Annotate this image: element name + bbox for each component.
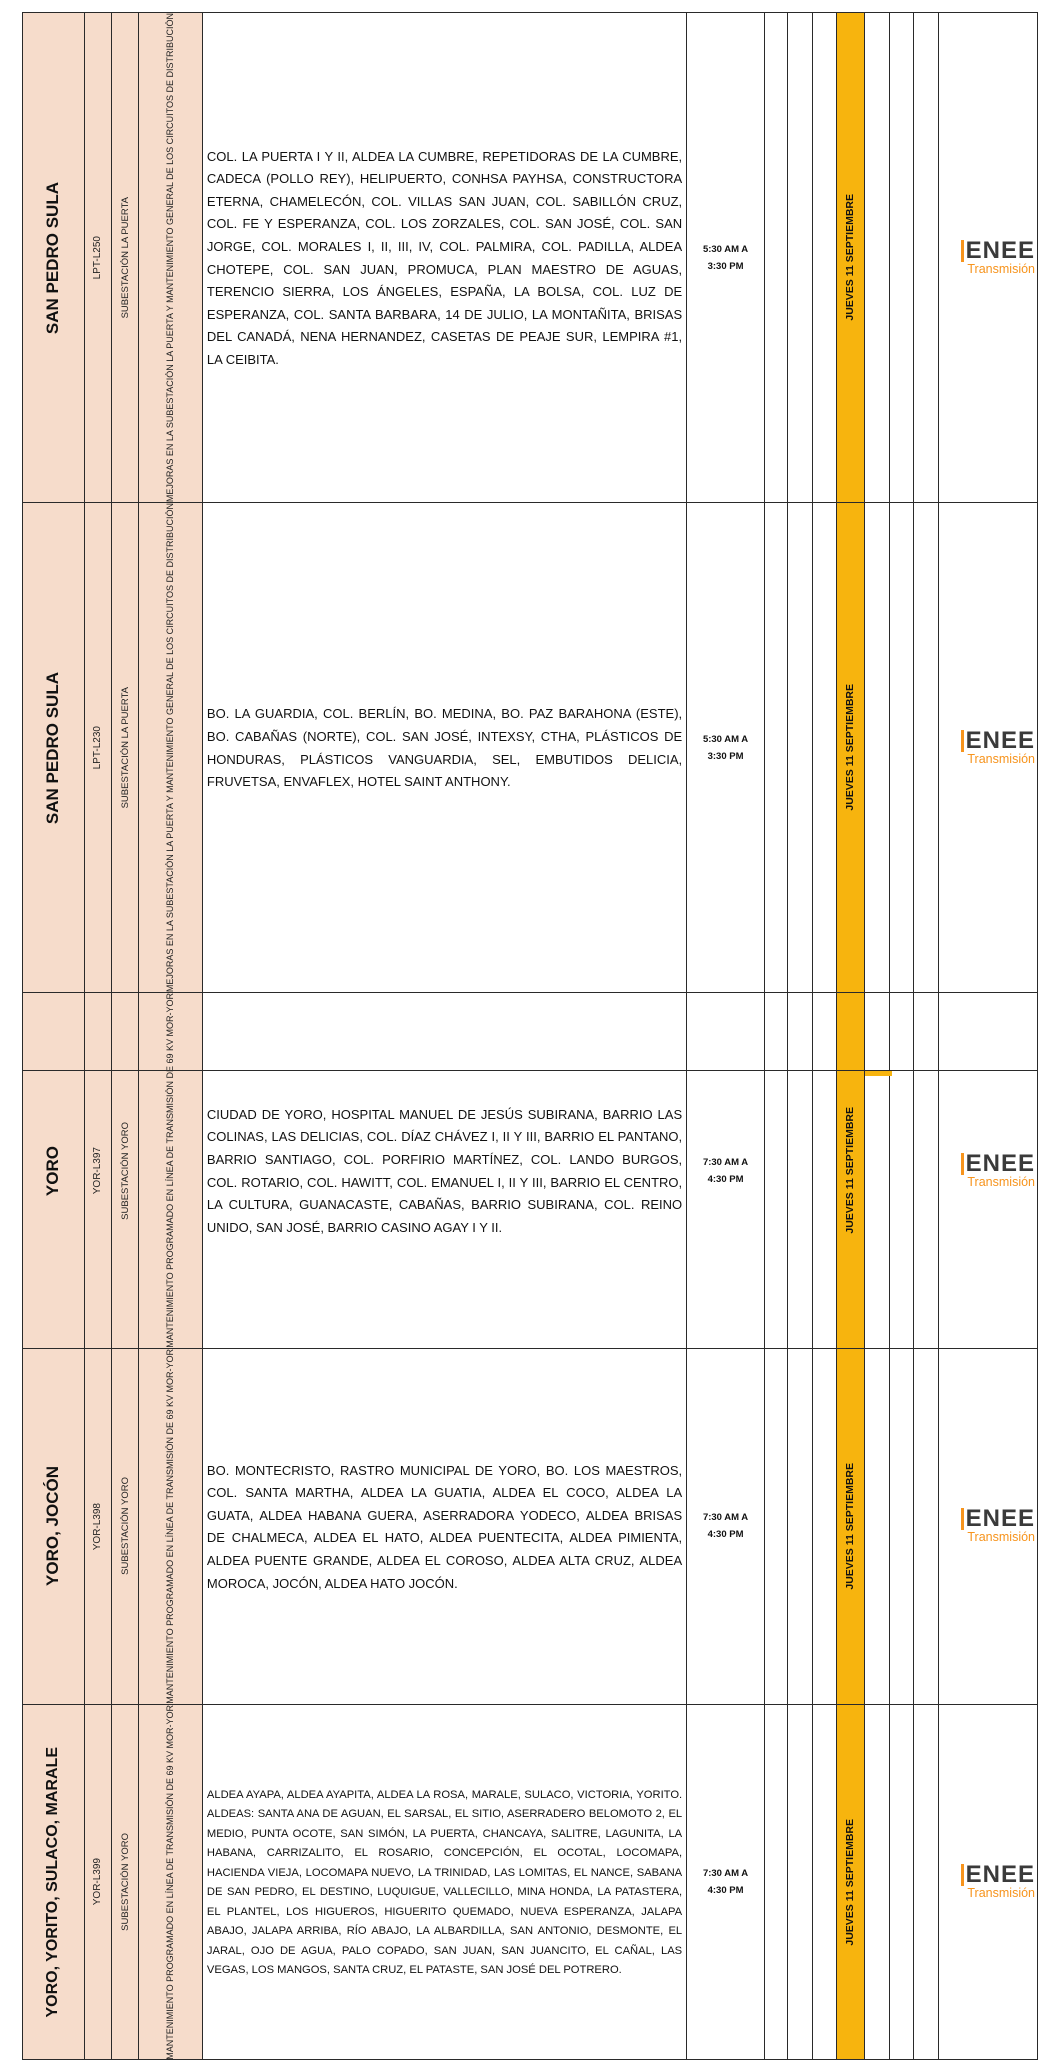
date-cell bbox=[836, 503, 864, 993]
outage-date: JUEVES 11 SEPTIEMBRE bbox=[844, 1107, 857, 1234]
circuit-code: LPT-L230 bbox=[92, 725, 104, 770]
region-label: YORO, JOCÓN bbox=[43, 1466, 63, 1587]
substation-cell bbox=[111, 1348, 138, 1704]
logo-cell bbox=[938, 13, 1037, 503]
empty-cell bbox=[813, 1704, 836, 2060]
logo-accent-bar bbox=[961, 1153, 964, 1175]
region-cell bbox=[23, 993, 85, 1349]
empty-cell bbox=[913, 1704, 938, 2060]
affected-areas-cell bbox=[202, 503, 686, 993]
time-start: 7:30 AM A bbox=[702, 1156, 749, 1168]
substation-cell bbox=[111, 503, 138, 993]
region-label: YORO bbox=[43, 1145, 63, 1196]
logo-accent-bar bbox=[961, 1864, 964, 1886]
work-description-cell bbox=[139, 13, 203, 503]
logo-main-text: ENEE bbox=[965, 1149, 1035, 1177]
empty-cell bbox=[890, 1348, 913, 1704]
empty-cell bbox=[913, 993, 938, 1349]
work-description-cell bbox=[139, 993, 203, 1349]
empty-cell bbox=[813, 503, 836, 993]
work-description: MEJORAS EN LA SUBESTACIÓN LA PUERTA Y MANTENIMIENTO GENERAL DE LOS CIRCUITOS DE DISTRIBUCIÓN bbox=[165, 13, 176, 503]
empty-cell bbox=[890, 1704, 913, 2060]
enee-logo bbox=[939, 1861, 1037, 1901]
affected-areas: ALDEA AYAPA, ALDEA AYAPITA, ALDEA LA ROSA, MARALE, SULACO, VICTORIA, YORITO. ALDEAS: SANTA ANA DE AGUAN, EL SARSAL, EL SITIO, ASERRADERO BELOMOTO 2, EL MEDIO, PUNTA OCOTE, SAN SIMÓN, LA PUERTA, CHANCAYA, SALITRE, LAGUNITA, LA HABANA, CARRIZALITO, EL ROSARIO, CONCEPCIÓN, EL OCOTAL, LOCOMAPA, HACIENDA VIEJA, LOCOMAPA NUEVO, LA TRINIDAD, LAS LOMITAS, EL NANCE, SABANA DE SAN PEDRO, EL DESTINO, LUQUIGUE, VALLECILLO, MINA HONDA, LA PATASTERA, EL PLANTEL, LOS HIGUEROS, HIGUERITO QUEMADO, NUEVA ESPERANZA, JALAPA ABAJO, JALAPA ARRIBA, RÍO ABAJO, LA ALBARDILLA, SAN ANTONIO, DESMONTE, EL JARAL, OJO DE AGUA, PALO COPADO, SAN JUAN, SAN JUANCITO, EL CAÑAL, LAS VEGAS, LOS MANGOS, SANTA CRUZ, EL PATASTE, SAN JOSÉ DEL POTRERO. bbox=[206, 1788, 683, 1977]
outage-date: JUEVES 11 SEPTIEMBRE bbox=[844, 1463, 857, 1590]
time-end: 3:30 PM bbox=[707, 750, 744, 762]
schedule-row bbox=[23, 993, 1038, 1349]
work-description: MEJORAS EN LA SUBESTACIÓN LA PUERTA Y MANTENIMIENTO GENERAL DE LOS CIRCUITOS DE DISTRIBUCIÓN bbox=[165, 503, 176, 993]
outage-date: JUEVES 11 SEPTIEMBRE bbox=[844, 684, 857, 811]
empty-cell bbox=[813, 13, 836, 503]
enee-logo bbox=[939, 236, 1037, 276]
empty-cell bbox=[813, 1348, 836, 1704]
empty-cell bbox=[764, 1348, 787, 1704]
time-cell bbox=[687, 503, 765, 993]
logo-sub-text: Transmisión bbox=[967, 751, 1035, 766]
work-description-cell bbox=[139, 503, 203, 993]
logo-accent-bar bbox=[961, 1508, 964, 1530]
region-label: SAN PEDRO SULA bbox=[43, 181, 63, 334]
empty-cell bbox=[788, 1704, 813, 2060]
logo-main-text: ENEE bbox=[965, 1861, 1035, 1889]
substation-name: SUBESTACIÓN YORO bbox=[119, 1121, 131, 1220]
affected-areas: BO. MONTECRISTO, RASTRO MUNICIPAL DE YORO, BO. LOS MAESTROS, COL. SANTA MARTHA, ALDEA LA GUATIA, ALDEA EL COCO, ALDEA LA GUATA, ALDEA HABANA GUERA, ASERRADORA YODECO, ALDEA BRISAS DE CHALMECA, ALDEA EL HATO, ALDEA PUENTECITA, ALDEA PIMIENTA, ALDEA PUENTE GRANDE, ALDEA EL COROSO, ALDEA ALTA CRUZ, ALDEA MOROCA, JOCÓN, ALDEA HATO JOCÓN. bbox=[206, 1462, 683, 1591]
enee-logo bbox=[939, 1505, 1037, 1545]
empty-cell bbox=[865, 13, 890, 503]
date-cell bbox=[836, 1704, 864, 2060]
empty-cell bbox=[913, 1348, 938, 1704]
outage-date: JUEVES 11 SEPTIEMBRE bbox=[844, 194, 857, 321]
schedule-row bbox=[23, 503, 1038, 993]
empty-cell bbox=[890, 993, 913, 1349]
logo-sub-text: Transmisión bbox=[967, 261, 1035, 276]
time-cell bbox=[687, 1704, 765, 2060]
time-start: 5:30 AM A bbox=[702, 243, 749, 255]
logo-sub-text: Transmisión bbox=[967, 1530, 1035, 1545]
empty-cell bbox=[788, 13, 813, 503]
logo-accent-bar bbox=[961, 730, 964, 752]
circuit-code-cell bbox=[84, 1704, 111, 2060]
empty-cell bbox=[764, 1704, 787, 2060]
region-cell bbox=[23, 1348, 85, 1704]
substation-cell bbox=[111, 1704, 138, 2060]
next-row-edge bbox=[22, 1070, 1038, 1076]
empty-cell bbox=[813, 993, 836, 1349]
empty-cell bbox=[890, 503, 913, 993]
schedule-body bbox=[23, 13, 1038, 2060]
time-range bbox=[687, 1509, 764, 1543]
time-end: 4:30 PM bbox=[707, 1173, 744, 1185]
affected-areas-cell bbox=[202, 993, 686, 1349]
outage-schedule-table bbox=[22, 12, 1038, 2060]
date-cell bbox=[836, 1348, 864, 1704]
work-description: MANTENIMIENTO PROGRAMADO EN LÍNEA DE TRANSMISIÓN DE 69 KV MOR-YOR bbox=[165, 1348, 176, 1704]
empty-cell bbox=[865, 1348, 890, 1704]
time-end: 4:30 PM bbox=[707, 1529, 744, 1541]
logo-cell bbox=[938, 1348, 1037, 1704]
enee-logo bbox=[939, 726, 1037, 766]
affected-areas-cell bbox=[202, 1348, 686, 1704]
date-cell bbox=[836, 993, 864, 1349]
affected-areas: CIUDAD DE YORO, HOSPITAL MANUEL DE JESÚS SUBIRANA, BARRIO LAS COLINAS, LAS DELICIAS, COL. DÍAZ CHÁVEZ I, II Y III, BARRIO EL PANTANO, BARRIO SANTIAGO, COL. PORFIRIO MARTÍNEZ, COL. LANDO BURGOS, COL. ROTARIO, COL. HAWITT, COL. EMANUEL I, II Y III, BARRIO EL CENTRO, LA CULTURA, GUANACASTE, CABAÑAS, BARRIO SUBIRANA, COL. REINO UNIDO, SAN JOSÉ, BARRIO CASINO AGAY I Y II. bbox=[206, 1106, 683, 1235]
time-start: 5:30 AM A bbox=[702, 733, 749, 745]
work-description-cell bbox=[139, 1348, 203, 1704]
substation-name: SUBESTACIÓN LA PUERTA bbox=[119, 686, 131, 809]
time-cell bbox=[687, 993, 765, 1349]
schedule-row bbox=[23, 13, 1038, 503]
substation-name: SUBESTACIÓN YORO bbox=[119, 1477, 131, 1576]
circuit-code: YOR-L397 bbox=[92, 1146, 104, 1195]
empty-cell bbox=[865, 1704, 890, 2060]
time-end: 3:30 PM bbox=[707, 260, 744, 272]
empty-cell bbox=[788, 993, 813, 1349]
empty-cell bbox=[788, 1348, 813, 1704]
schedule-row bbox=[23, 1348, 1038, 1704]
substation-cell bbox=[111, 13, 138, 503]
region-cell bbox=[23, 503, 85, 993]
region-label: YORO, YORITO, SULACO, MARALE bbox=[44, 1746, 62, 2018]
circuit-code: YOR-L398 bbox=[92, 1502, 104, 1550]
circuit-code-cell bbox=[84, 503, 111, 993]
date-cell bbox=[836, 13, 864, 503]
circuit-code: YOR-L399 bbox=[92, 1858, 104, 1906]
time-cell bbox=[687, 13, 765, 503]
empty-cell bbox=[865, 993, 890, 1349]
circuit-code-cell bbox=[84, 993, 111, 1349]
substation-name: SUBESTACIÓN LA PUERTA bbox=[119, 196, 131, 319]
circuit-code: LPT-L250 bbox=[92, 235, 104, 280]
logo-accent-bar bbox=[961, 240, 964, 262]
region-cell bbox=[23, 13, 85, 503]
time-range bbox=[687, 1154, 764, 1188]
time-cell bbox=[687, 1348, 765, 1704]
logo-sub-text: Transmisión bbox=[967, 1174, 1035, 1189]
empty-cell bbox=[865, 503, 890, 993]
empty-cell bbox=[913, 503, 938, 993]
logo-main-text: ENEE bbox=[965, 1505, 1035, 1533]
outage-date: JUEVES 11 SEPTIEMBRE bbox=[844, 1818, 857, 1946]
affected-areas: BO. LA GUARDIA, COL. BERLÍN, BO. MEDINA, BO. PAZ BARAHONA (ESTE), BO. CABAÑAS (NORTE), COL. SAN JOSÉ, INTEXSY, CTHA, PLÁSTICOS DE HONDURAS, PLÁSTICOS VANGUARDIA, SEL, EMBUTIDOS DELICIA, FRUVETSA, ENVAFLEX, HOTEL SAINT ANTHONY. bbox=[206, 706, 683, 790]
logo-cell bbox=[938, 503, 1037, 993]
logo-main-text: ENEE bbox=[965, 236, 1035, 264]
circuit-code-cell bbox=[84, 13, 111, 503]
region-cell bbox=[23, 1704, 85, 2060]
time-start: 7:30 AM A bbox=[702, 1512, 749, 1524]
empty-cell bbox=[764, 503, 787, 993]
logo-sub-text: Transmisión bbox=[967, 1886, 1035, 1901]
empty-cell bbox=[764, 993, 787, 1349]
enee-logo bbox=[939, 1149, 1037, 1189]
work-description-cell bbox=[139, 1704, 203, 2060]
time-start: 7:30 AM A bbox=[702, 1868, 749, 1880]
empty-cell bbox=[913, 13, 938, 503]
time-range bbox=[687, 731, 764, 765]
empty-cell bbox=[764, 13, 787, 503]
work-description: MANTENIMIENTO PROGRAMADO EN LÍNEA DE TRANSMISIÓN DE 69 KV MOR-YOR bbox=[165, 1704, 176, 2060]
work-description: MANTENIMIENTO PROGRAMADO EN LÍNEA DE TRANSMISIÓN DE 69 KV MOR-YOR bbox=[165, 993, 176, 1348]
time-end: 4:30 PM bbox=[707, 1885, 744, 1897]
substation-cell bbox=[111, 993, 138, 1349]
substation-name: SUBESTACIÓN YORO bbox=[119, 1833, 131, 1931]
circuit-code-cell bbox=[84, 1348, 111, 1704]
region-label: SAN PEDRO SULA bbox=[43, 671, 63, 824]
time-range bbox=[687, 241, 764, 275]
next-row-date-marker bbox=[865, 1071, 892, 1076]
empty-cell bbox=[890, 13, 913, 503]
logo-cell bbox=[938, 1704, 1037, 2060]
schedule-row bbox=[23, 1704, 1038, 2060]
affected-areas-cell bbox=[202, 1704, 686, 2060]
empty-cell bbox=[788, 503, 813, 993]
logo-cell bbox=[938, 993, 1037, 1349]
affected-areas: COL. LA PUERTA I Y II, ALDEA LA CUMBRE, REPETIDORAS DE LA CUMBRE, CADECA (POLLO REY), HELIPUERTO, CONHSA PAYHSA, CONSTRUCTORA ETERNA, CHAMELECÓN, COL. VILLAS SAN JUAN, COL. SABILLÓN CRUZ, COL. FE Y ESPERANZA, COL. LOS ZORZALES, COL. SAN JOSÉ, COL. SAN JORGE, COL. MORALES I, II, III, IV, COL. PALMIRA, COL. PADILLA, ALDEA CHOTEPE, COL. SAN JUAN, PROMUCA, PLAN MAESTRO DE AGUAS, TERENCIO SIERRA, LOS ÁNGELES, ESPAÑA, LA BOLSA, COL. LUZ DE ESPERANZA, COL. SANTA BARBARA, 14 DE JULIO, LA MONTAÑITA, BRISAS DEL CANADÁ, NENA HERNANDEZ, CASETAS DE PEAJE SUR, LEMPIRA #1, LA CEIBITA. bbox=[206, 148, 683, 367]
logo-main-text: ENEE bbox=[965, 726, 1035, 754]
time-range bbox=[687, 1865, 764, 1899]
affected-areas-cell bbox=[202, 13, 686, 503]
